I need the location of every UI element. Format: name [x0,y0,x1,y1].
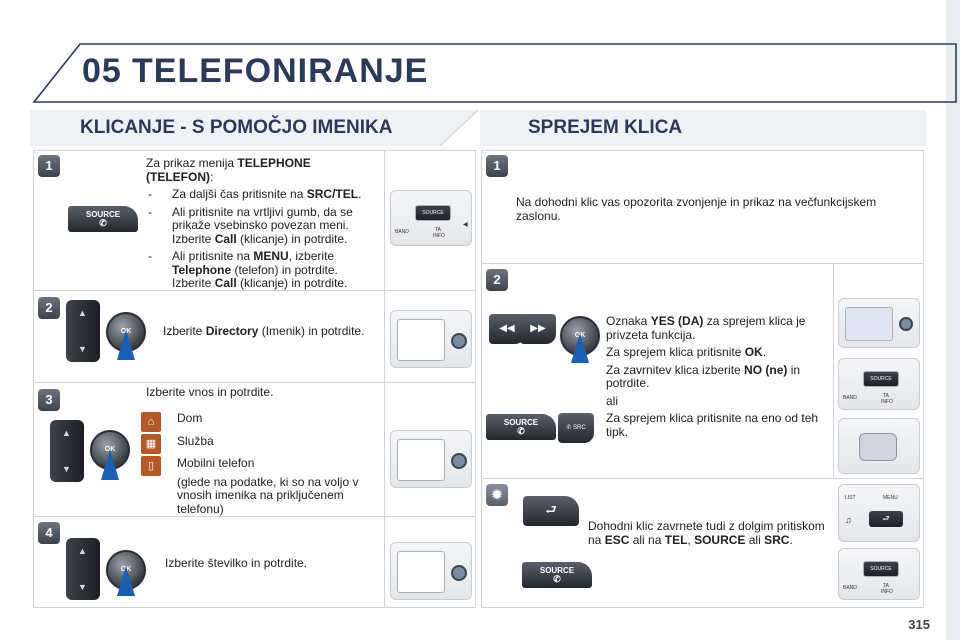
phone-icon: ✆ [99,218,107,228]
nav-pad[interactable] [66,538,100,600]
band-label: BAND [843,585,857,591]
list-item [146,206,378,247]
p3-a: Za zavrnitev klica izberite [606,362,745,377]
step2-text-b: Directory [205,324,259,338]
src-button-label: SRC [573,425,586,431]
right-step1-badge: 1 [486,155,508,177]
p2-b: OK [744,345,763,359]
list-dash: - [148,204,152,219]
item-text: (klicanje) in potrdite. [236,276,348,290]
item-text: (telefon) in potrdite. Izberite [172,262,338,290]
entry-home: Dom [177,411,203,425]
page-number: 315 [908,617,930,632]
item-text: Ali pritisnite na vrtljivi gumb, da se prikaže vsebinsko povezan meni. Izberite [172,204,353,246]
step1-intro-b: TELEPHONE (TELEFON) [146,156,311,184]
ok-label: OK [104,446,116,453]
item-text: Za daljši čas pritisnite na [172,187,307,201]
nav-pad[interactable] [66,300,100,362]
left-step3-entries [177,412,377,516]
right-step1-text: Na dohodni klic vas opozorita zvonjenje in prikaz na večfunkcijskem zaslonu. [516,195,877,223]
esc-mini-button: ⮐ [869,511,903,527]
list-label: LIST [845,495,856,501]
console-knob [899,317,913,331]
p2-c: . [762,345,767,359]
band-label: BAND [843,395,857,401]
lightbulb-icon: ✹ [486,484,508,506]
radio-panel-illustration [838,358,920,410]
console-illustration [390,310,472,368]
arrow-down-icon: ▼ [78,344,87,354]
arrow-left-icon: ◀ [463,222,468,228]
mini-source-label: SOURCE [422,210,444,216]
p2-a: Za sprejem klica pritisnite [606,345,745,359]
p3-b: NO (ne) [744,362,788,377]
mini-source-label: SOURCE [870,376,892,382]
steering-controls [859,433,897,461]
right-step2-divider [833,263,834,478]
tip-d: TEL [664,532,688,547]
step2-text-c: (Imenik) in potrdite. [258,324,365,338]
ok-label: OK [120,566,132,573]
list-item [146,188,378,202]
item-text: , izberite [288,249,335,263]
arrow-up-icon: ▲ [78,546,87,556]
chapter-number: 05 [82,52,122,90]
source-mini-button [415,205,451,221]
band-label: BAND [395,229,409,235]
left-step4-text: Izberite številko in potrdite. [165,556,308,570]
list-dash: - [148,249,152,263]
info-label: INFO [881,589,893,595]
ta-label: TA [883,583,890,589]
esc-button[interactable]: ⮐ [523,496,579,526]
source-mini-button [863,561,899,577]
source-button[interactable] [486,414,556,440]
p1-b: YES (DA) [650,314,704,328]
source-button-label: SOURCE [503,418,539,427]
left-step1-badge: 1 [38,155,60,177]
phone-icon: ✆ [517,426,525,436]
entry-work: Služba [177,433,214,448]
item-bold: SRC/TEL [306,187,359,201]
steering-wheel-illustration [838,418,920,474]
menu-panel-illustration [838,484,920,542]
mobile-phone-icon: ▯ [141,456,161,476]
step2-text-a: Izberite [163,324,206,338]
tip-c: ali na [629,532,665,547]
entry-mobile: Mobilni telefon [177,456,255,470]
info-label: INFO [433,233,445,239]
right-section-title: SPREJEM KLICA [528,117,683,138]
radio-panel-illustration [838,548,920,600]
console-grid [845,307,893,341]
ok-label: OK [120,328,132,335]
console-grid [397,551,445,593]
press-arrow-icon [117,330,135,360]
left-step3-badge: 3 [38,389,60,411]
tip-g: ali [745,532,765,547]
p3-c: in potrdite. [606,362,801,390]
ta-label: TA [883,393,890,399]
left-step4-badge: 4 [38,522,60,544]
phone-icon: ✆ [553,574,561,584]
console-knob [451,565,467,581]
tip-b: ESC [604,532,630,547]
src-button[interactable]: ✆ SRC [558,413,594,443]
item-bold: Call [214,231,237,246]
tip-i: . [789,532,793,547]
source-button[interactable] [68,206,138,232]
entry-note: (glede na podatke, ki so na voljo v vnosih imenika na priključenem telefonu) [177,474,359,516]
arrow-up-icon: ▲ [78,308,87,318]
right-step2-text [606,315,826,443]
source-mini-button [863,371,899,387]
source-button-label: SOURCE [85,210,121,219]
prev-track-button[interactable]: ◀◀ [489,314,525,344]
left-step2 [33,290,476,291]
list-dash: - [148,187,152,201]
left-step2-badge: 2 [38,297,60,319]
item-text: (klicanje) in potrdite. [236,231,348,246]
console-illustration [390,542,472,600]
press-arrow-icon [101,450,119,480]
left-step1-text [146,157,378,291]
press-arrow-icon [571,333,589,363]
menu-label: MENU [883,495,898,501]
item-bold: Call [214,276,237,290]
right-step2-badge: 2 [486,269,508,291]
ta-label: TA [435,227,442,233]
p4: ali [606,393,619,408]
item-text: Ali pritisnite na [172,249,254,263]
item-bold: MENU [253,249,289,263]
console-grid [397,439,445,481]
music-note-icon: ♫ [845,515,852,525]
console-knob [451,453,467,469]
info-label: INFO [881,399,893,405]
source-button[interactable] [522,562,592,588]
tip-h: SRC [764,532,790,547]
step1-intro-c: : [210,169,214,184]
mini-source-label: SOURCE [870,566,892,572]
tip-a: Dohodni klic zavrnete tudi z dolgim pritiskom na [588,519,825,547]
console-illustration [838,298,920,348]
left-panel-divider [384,150,385,608]
console-grid [397,319,445,361]
list-item [146,250,378,291]
right-tip [481,478,924,479]
p1-c: za sprejem klica je privzeta funkcija. [606,314,806,342]
p1-a: Oznaka [606,314,651,328]
ok-label: OK [574,332,586,339]
left-section-title: KLICANJE - S POMOČJO IMENIKA [80,117,393,138]
next-track-button[interactable]: ▶▶ [520,314,556,344]
left-step3 [33,382,476,383]
radio-panel-illustration [390,190,472,246]
console-illustration [390,430,472,488]
home-icon: ⌂ [141,412,161,432]
item-text: . [358,187,362,201]
left-step4 [33,516,476,517]
p5: Za sprejem klica pritisnite na eno od teh tipk. [606,411,819,439]
console-knob [451,333,467,349]
right-step2 [481,263,924,264]
left-step2-text [163,325,373,339]
factory-icon: ▦ [141,434,161,454]
arrow-down-icon: ▼ [62,464,71,474]
left-step3-intro: Izberite vnos in potrdite. [146,385,274,399]
item-bold: Telephone [172,262,232,277]
arrow-up-icon: ▲ [62,428,71,438]
arrow-down-icon: ▼ [78,582,87,592]
press-arrow-icon [117,566,135,596]
tip-f: SOURCE [694,532,746,547]
chapter-title: TELEFONIRANJE [132,52,429,90]
step1-intro-a: Za prikaz menija [146,156,238,170]
source-button-label: SOURCE [539,566,575,575]
right-tip-text [588,520,828,547]
nav-pad[interactable] [50,420,84,482]
tip-e: , [687,532,695,547]
